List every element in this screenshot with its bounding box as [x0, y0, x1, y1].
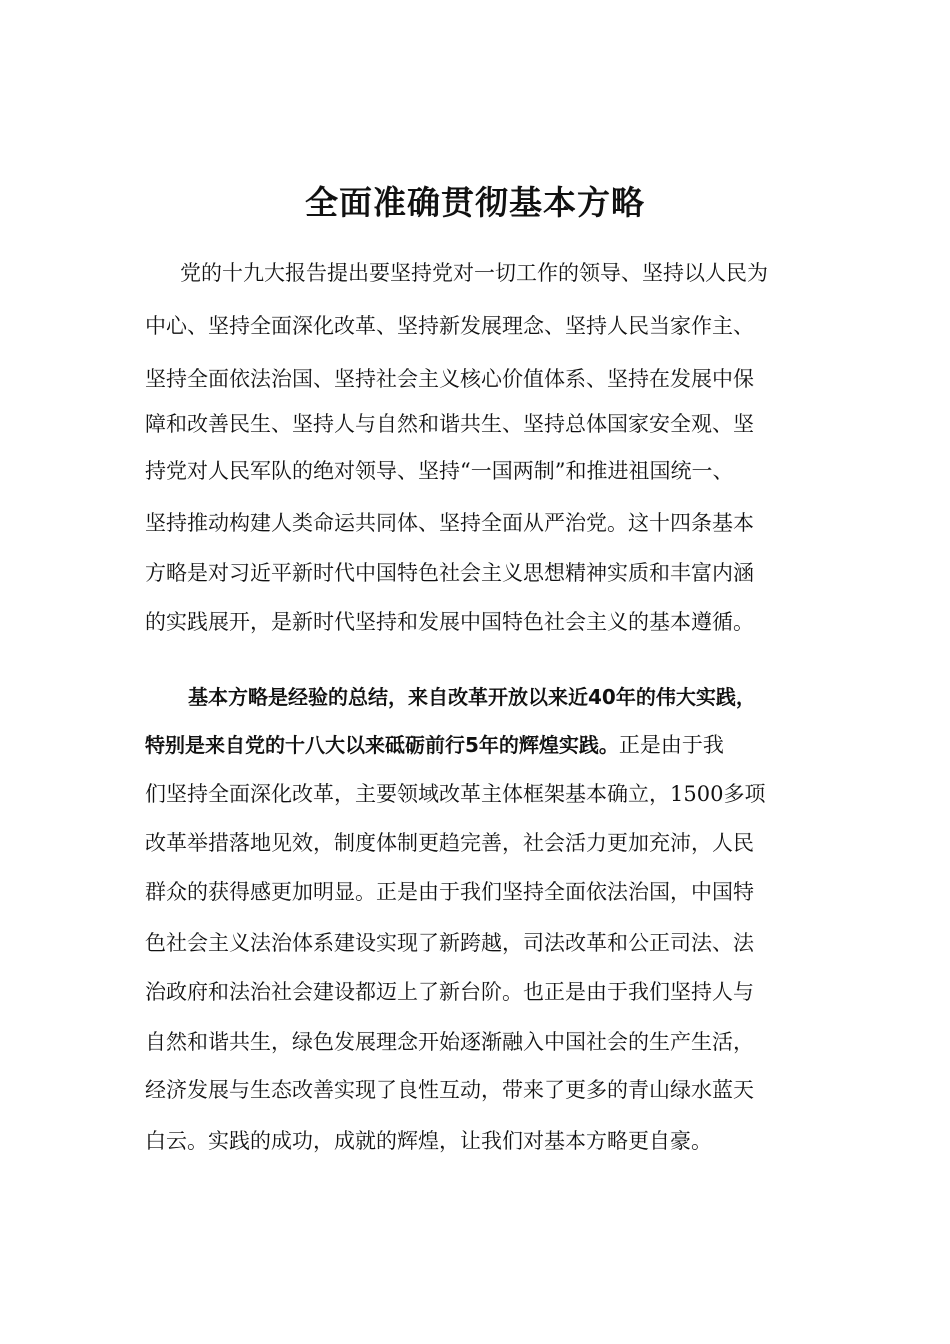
paragraph-2-line-3: 们坚持全面深化改革，主要领域改革主体框架基本确立，1500多项 [145, 782, 766, 806]
paragraph-1-line-5: 持党对人民军队的绝对领导、坚持“一国两制”和推进祖国统一、 [145, 459, 734, 483]
paragraph-2-line-5: 群众的获得感更加明显。正是由于我们坚持全面依法治国，中国特 [145, 880, 754, 904]
paragraph-1-line-8: 的实践展开，是新时代坚持和发展中国特色社会主义的基本遵循。 [145, 610, 754, 634]
paragraph-2-line-7: 治政府和法治社会建设都迈上了新台阶。也正是由于我们坚持人与 [145, 980, 754, 1004]
paragraph-2-line-10: 白云。实践的成功，成就的辉煌，让我们对基本方略更自豪。 [145, 1129, 712, 1153]
paragraph-2-line-9: 经济发展与生态改善实现了良性互动，带来了更多的青山绿水蓝天 [145, 1078, 754, 1102]
paragraph-1-line-1: 党的十九大报告提出要坚持党对一切工作的领导、坚持以人民为 [180, 261, 768, 285]
paragraph-2-line-4: 改革举措落地见效，制度体制更趋完善，社会活力更加充沛，人民 [145, 831, 754, 855]
paragraph-2-line-2 [145, 725, 724, 765]
paragraph-2-line-2-rest: 正是由于我 [618, 733, 724, 757]
paragraph-2-bold-line-2: 特别是来自党的十八大以来砥砺前行5年的辉煌实践。 [145, 733, 619, 757]
paragraph-1-line-3: 坚持全面依法治国、坚持社会主义核心价值体系、坚持在发展中保 [145, 367, 754, 391]
paragraph-1-line-2: 中心、坚持全面深化改革、坚持新发展理念、坚持人民当家作主、 [145, 314, 754, 338]
paragraph-1-line-7: 方略是对习近平新时代中国特色社会主义思想精神实质和丰富内涵 [145, 561, 754, 585]
paragraph-2-line-8: 自然和谐共生，绿色发展理念开始逐渐融入中国社会的生产生活， [145, 1030, 754, 1054]
paragraph-2-bold-line-1: 基本方略是经验的总结，来自改革开放以来近40年的伟大实践， [188, 685, 756, 709]
document-title: 全面准确贯彻基本方略 [305, 183, 645, 222]
paragraph-1-line-4: 障和改善民生、坚持人与自然和谐共生、坚持总体国家安全观、坚 [145, 412, 754, 436]
paragraph-2-line-6: 色社会主义法治体系建设实现了新跨越，司法改革和公正司法、法 [145, 931, 754, 955]
paragraph-1-line-6: 坚持推动构建人类命运共同体、坚持全面从严治党。这十四条基本 [145, 511, 754, 535]
